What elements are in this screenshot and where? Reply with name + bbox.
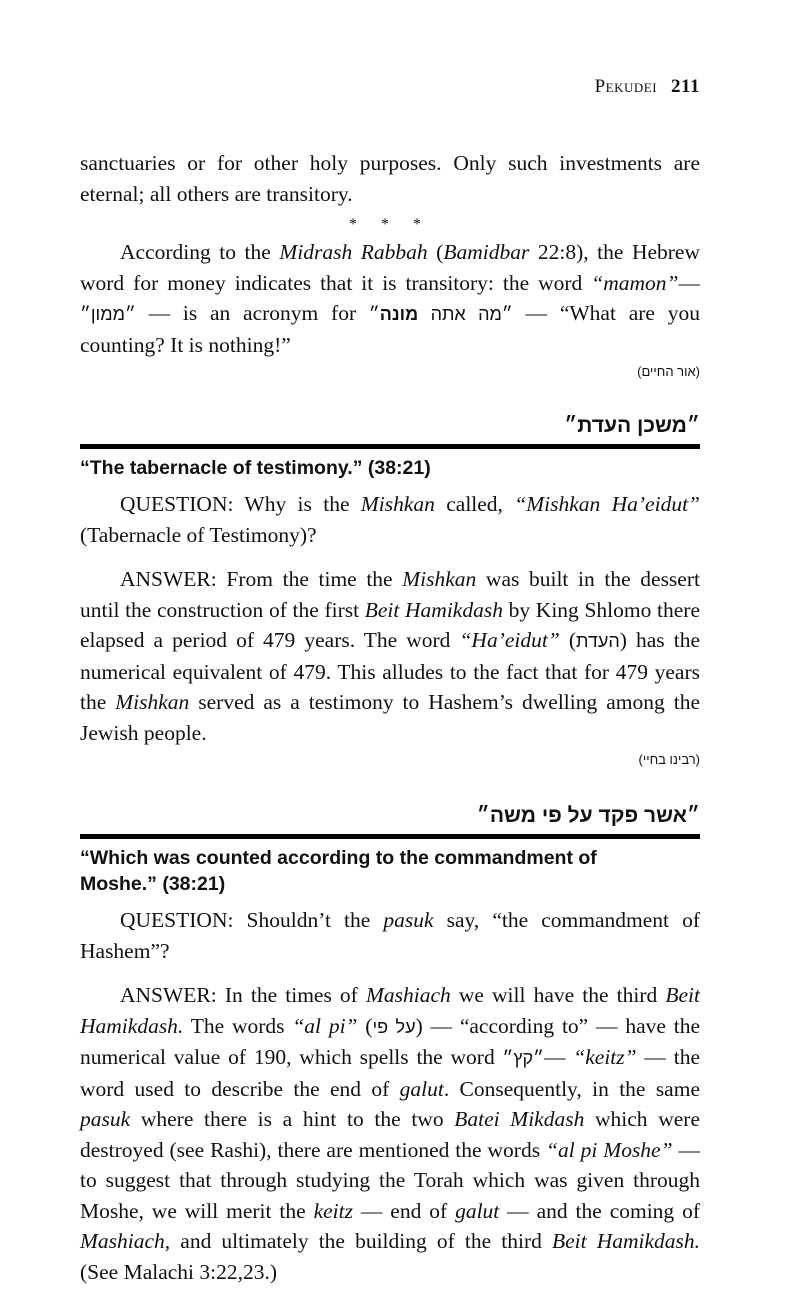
hebrew-term-bold: מונה <box>379 304 419 324</box>
question-paragraph <box>80 905 700 966</box>
content <box>80 148 700 1287</box>
text-run: ) has the numerical equivalent of 479. This alludes to the fact that for 479 years the <box>80 628 700 714</box>
italic-term: “keitz” <box>573 1045 637 1069</box>
text-run: — the word used to describe the end of <box>80 1045 701 1101</box>
source-citation: (אור החיים) <box>637 364 700 379</box>
text-run: (Tabernacle of Testimony)? <box>80 522 317 547</box>
source-citation: (רבינו בחיי) <box>638 752 700 767</box>
text-run: QUESTION: Why is the <box>120 492 361 516</box>
hebrew-heading: ״משכן העדת״ <box>564 414 700 437</box>
italic-term: Mishkan <box>402 567 477 591</box>
text-run: ANSWER: From the time the <box>120 567 403 591</box>
text-run: by King Shlomo there elapsed a period of 479 years. The word <box>80 597 701 652</box>
text-run: which were destroyed (see Rashi), there are mentioned the words <box>80 1107 700 1162</box>
text-run: — <box>543 1045 574 1069</box>
text-run: The words <box>183 1013 293 1038</box>
text-run: and ultimately the building of the third <box>170 1229 552 1253</box>
hebrew-term: ״ממון״ <box>80 304 136 324</box>
text-run: — end of <box>352 1198 456 1223</box>
hebrew-acronym <box>369 304 513 324</box>
text-run: ANSWER: In the times of <box>120 983 366 1007</box>
text-run: — to suggest that through studying the Torah which was given through Moshe, we will merit the <box>80 1137 700 1223</box>
section-separator: * * * <box>349 216 431 233</box>
text-run: — is an acronym for <box>135 301 369 325</box>
page-number: 211 <box>671 76 700 97</box>
running-head-title: Pekudei <box>594 76 658 97</box>
text-run: According to the <box>120 240 280 264</box>
italic-term: keitz <box>313 1198 353 1223</box>
italic-term: Batei Mikdash <box>454 1107 585 1131</box>
italic-term: galut <box>399 1076 444 1101</box>
text-run: was built in the dessert until the construction of the first <box>80 567 700 622</box>
text-run: . Consequently, in the same <box>443 1076 700 1101</box>
midrash-paragraph <box>80 237 700 360</box>
heading-rule <box>80 444 700 449</box>
hebrew-quote: ״ <box>368 304 380 324</box>
italic-term: pasuk <box>383 908 434 932</box>
hebrew-term: על פי <box>372 1016 416 1037</box>
italic-term: “Ha’eidut” <box>459 628 560 652</box>
answer-paragraph <box>80 564 700 748</box>
italic-term: Beit Hamikdash. <box>80 983 700 1038</box>
italic-term: Mashiach <box>365 983 451 1007</box>
italic-term: Mashiach, <box>80 1229 171 1253</box>
text-run: ( <box>357 1013 373 1038</box>
text-run: ) — “according to” — have the numerical value of 190, which spells the word <box>80 1013 700 1069</box>
text-run: QUESTION: Shouldn’t the <box>120 908 384 932</box>
running-head <box>595 76 700 98</box>
text-run: 22:8), the Hebrew word for money indicates that it is transitory: the word <box>80 240 700 295</box>
text-run: ( <box>427 240 444 264</box>
heading-rule <box>80 834 700 839</box>
italic-term: Mishkan <box>360 492 435 516</box>
hebrew-term: העדת <box>576 631 620 651</box>
italic-term: “Mishkan Ha’eidut” <box>514 492 701 516</box>
italic-term: Bamidbar <box>443 240 530 264</box>
hebrew-term: ״קץ״ <box>502 1048 544 1068</box>
question-paragraph <box>80 489 700 550</box>
english-heading: “Which was counted according to the commandment of Moshe.” (38:21) <box>80 847 597 895</box>
italic-term: Beit Hamikdash <box>364 597 503 622</box>
answer-paragraph <box>80 980 700 1287</box>
italic-term: galut <box>455 1198 500 1223</box>
italic-term: pasuk <box>80 1107 131 1131</box>
text-run: ( <box>559 628 577 652</box>
text-run: (See Malachi 3:22,23.) <box>80 1259 278 1284</box>
text-run: where there is a hint to the two <box>130 1107 455 1131</box>
italic-term: “al pi” <box>292 1013 358 1038</box>
paragraph-gap <box>80 550 700 564</box>
text-run: — <box>678 270 700 295</box>
text-run: called, <box>434 492 515 516</box>
english-heading: “The tabernacle of testimony.” (38:21) <box>80 457 431 479</box>
italic-term: “al pi Moshe” <box>546 1137 673 1162</box>
text-run: we will have the third <box>450 983 666 1007</box>
italic-term: Midrash Rabbah <box>279 240 428 264</box>
italic-term: “mamon” <box>591 270 679 295</box>
text-run: — “What are you counting? It is nothing!” <box>80 301 700 357</box>
text-run: served as a testimony to Hashem’s dwelling among the Jewish people. <box>80 690 700 745</box>
hebrew-term: ״מה אתה <box>418 304 513 324</box>
paragraph-gap <box>80 966 700 980</box>
intro-paragraph: sanctuaries or for other holy purposes. Only such investments are eternal; all others are transitory. <box>80 151 700 206</box>
italic-term: Mishkan <box>115 690 190 714</box>
hebrew-heading: ״אשר פקד על פי משה״ <box>476 804 700 827</box>
italic-term: Beit Hamikdash. <box>551 1229 701 1253</box>
text-run: — and the coming of <box>499 1198 700 1223</box>
text-run: say, “the commandment of Hashem”? <box>80 908 700 963</box>
